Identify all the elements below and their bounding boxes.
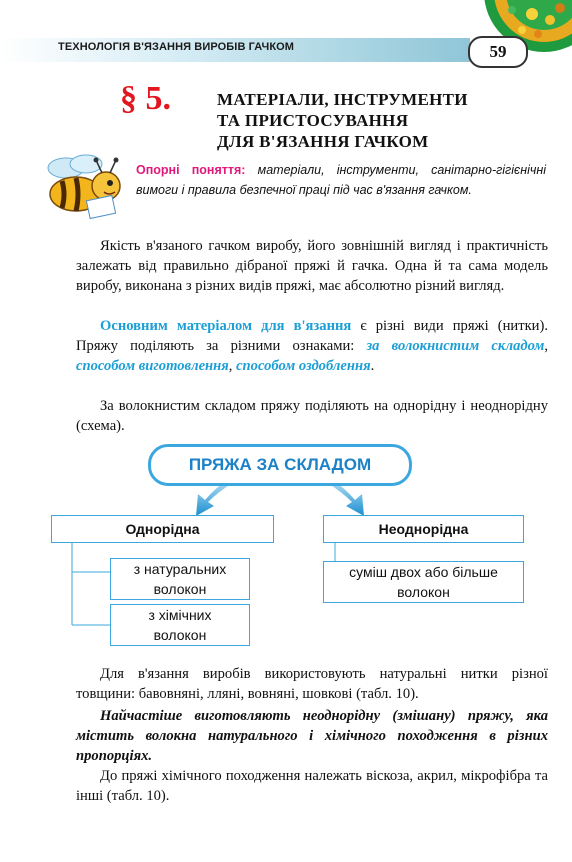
diagram-homogeneous: Однорідна: [51, 515, 274, 543]
keyword-finishing: способом оздоблення: [236, 358, 371, 374]
paragraph-5: Найчастіше виготовляють неоднорідну (змішану) пряжу, яка містить волокна натурального і хімічного походження в різних пропорціях.: [76, 708, 548, 764]
separator: ,: [228, 358, 237, 374]
diagram-item-mixture: [323, 561, 524, 603]
period: .: [370, 358, 375, 374]
keyword-production: способом виготовлення: [76, 358, 229, 374]
diagram-item-natural: [110, 558, 250, 600]
key-concepts-text: матеріали, інструменти, санітарно-гігієнічні вимоги і правила безпечної праці під час в'язання гачком.: [136, 163, 546, 197]
paragraph-6: До пряжі хімічного походження належать віскоза, акрил, мікрофібра та інші (табл. 10).: [76, 768, 548, 804]
diagram-item-line: волокон: [153, 581, 207, 597]
section-title-line: ТА ПРИСТОСУВАННЯ: [217, 111, 409, 130]
keyword-fiber: за волокнистим складом: [366, 338, 545, 354]
diagram-item-line: суміш двох або більше: [349, 564, 498, 580]
paragraph-2-text: є різні види пряжі (нитки). Пряжу поділяють за різними ознаками:: [76, 318, 548, 354]
diagram-item-line: з натуральних: [133, 561, 227, 577]
section-title-line: МАТЕРІАЛИ, ІНСТРУМЕНТИ: [217, 90, 468, 109]
running-title: ТЕХНОЛОГІЯ В'ЯЗАННЯ ВИРОБІВ ГАЧКОМ: [58, 41, 295, 53]
section-title-line: ДЛЯ В'ЯЗАННЯ ГАЧКОМ: [217, 132, 429, 151]
page-number: 59: [468, 36, 528, 68]
term-main-material: Основним матеріалом для в'язання: [100, 318, 352, 334]
paragraph-3: За волокнистим складом пряжу поділяють на однорідну і неоднорідну (схема).: [76, 398, 548, 434]
separator: ,: [544, 338, 548, 354]
paragraph-4: Для в'язання виробів використовують натуральні нитки різної товщини: бавовняні, лляні, вовняні, шовкові (табл. 10).: [76, 666, 548, 702]
key-concepts-label: Опорні поняття:: [136, 163, 246, 177]
paragraph-1: Якість в'язаного гачком виробу, його зовнішній вигляд і практичність залежать від правильно дібраної пряжі й гачка. Одна й та сама модель виробу, виконана з різних видів пряжі, має абсолютно різний вигляд.: [76, 238, 548, 294]
diagram-item-chemical: [110, 604, 250, 646]
diagram-item-line: з хімічних: [148, 607, 212, 623]
diagram-root: ПРЯЖА ЗА СКЛАДОМ: [148, 444, 412, 486]
diagram-heterogeneous: Неоднорідна: [323, 515, 524, 543]
section-number: § 5.: [120, 80, 171, 117]
diagram-item-line: волокон: [397, 584, 450, 600]
diagram-item-line: волокон: [153, 627, 207, 643]
left-connector: [72, 543, 110, 625]
